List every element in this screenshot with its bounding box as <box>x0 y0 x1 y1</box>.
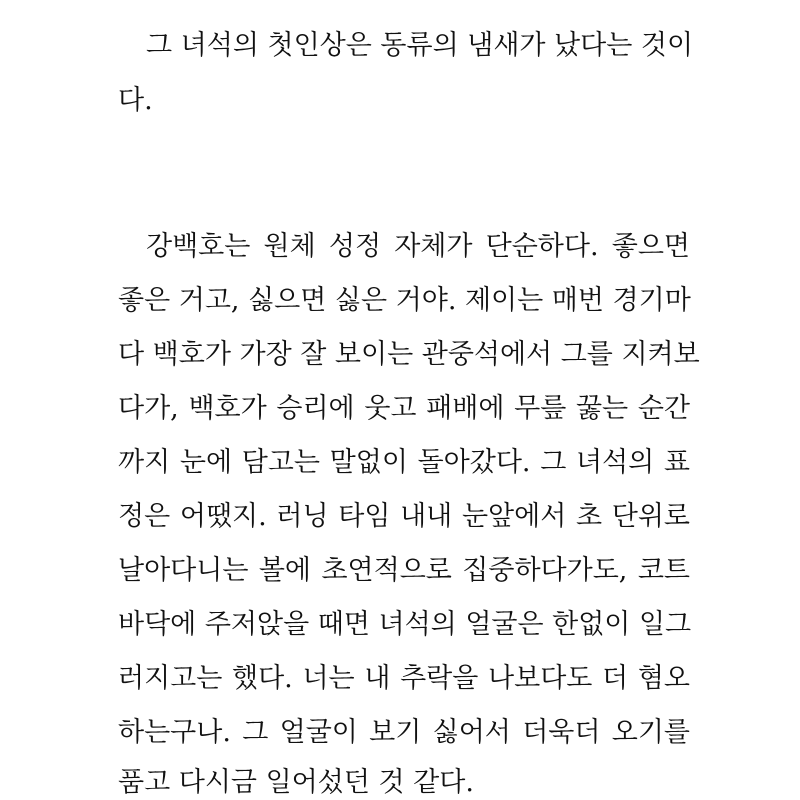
paragraph-1-line-2: 다. <box>118 85 153 116</box>
paragraph-2-line-5: 까지 눈에 담고는 말없이 돌아갔다. 그 녀석의 표 <box>118 447 690 478</box>
document-page <box>118 0 700 800</box>
paragraph-2-line-9: 러지고는 했다. 너는 내 추락을 나보다도 더 혐오 <box>118 663 690 694</box>
paragraph-2-line-1: 강백호는 원체 성정 자체가 단순하다. 좋으면 <box>146 231 690 262</box>
paragraph-2-line-6: 정은 어땠지. 러닝 타임 내내 눈앞에서 초 단위로 <box>118 501 690 532</box>
paragraph-2-line-10: 하는구나. 그 얼굴이 보기 싫어서 더욱더 오기를 <box>118 717 690 748</box>
paragraph-2-line-4: 다가, 백호가 승리에 웃고 패배에 무릎 꿇는 순간 <box>118 393 690 424</box>
paragraph-1-line-1: 그 녀석의 첫인상은 동류의 냄새가 났다는 것이 <box>146 30 694 61</box>
paragraph-2-line-2: 좋은 거고, 싫으면 싫은 거야. 제이는 매번 경기마 <box>118 285 691 316</box>
paragraph-2-line-7: 날아다니는 볼에 초연적으로 집중하다가도, 코트 <box>118 555 690 586</box>
paragraph-2-line-8: 바닥에 주저앉을 때면 녀석의 얼굴은 한없이 일그 <box>118 609 692 640</box>
paragraph-2-line-3: 다 백호가 가장 잘 보이는 관중석에서 그를 지켜보 <box>118 339 700 370</box>
paragraph-2-line-11: 품고 다시금 일어섰던 것 같다. <box>118 767 474 798</box>
